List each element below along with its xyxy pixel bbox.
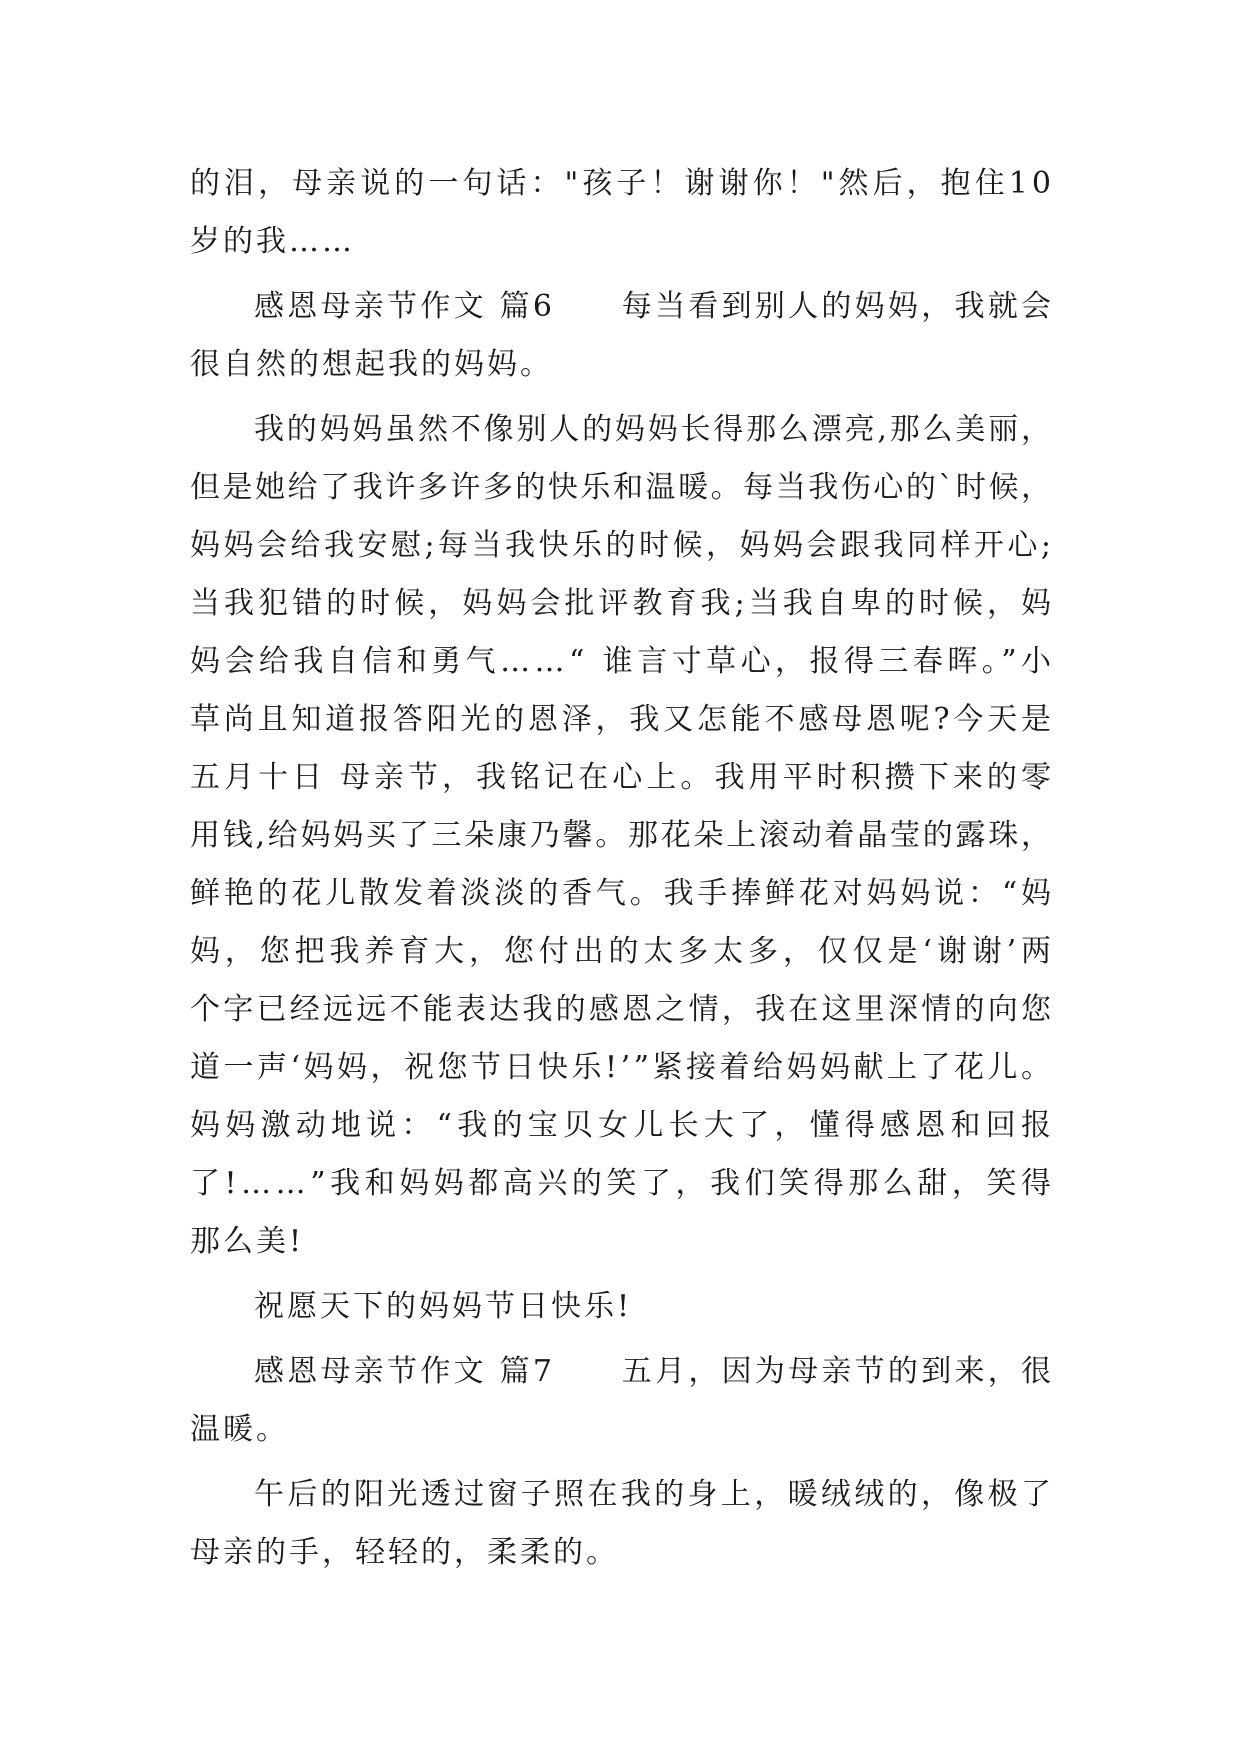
text-line: 妈妈激动地说：“我的宝贝女儿长大了，懂得感恩和回报 (190, 1108, 1057, 1143)
text-line: 岁的我…… (190, 224, 355, 259)
text-line: 很自然的想起我的妈妈。 (190, 347, 553, 382)
paragraph-essay-7-body (190, 1466, 1055, 1582)
text-line: 但是她给了我许多许多的快乐和温暖。每当我伤心的`时候， (190, 470, 1054, 505)
document-body (190, 155, 1057, 1582)
text-line: 的泪，母亲说的一句话："孩子！谢谢你！"然后，抱住10 (190, 166, 1056, 201)
paragraph-essay-7-intro (190, 1343, 1055, 1459)
text-line: 妈妈会给我安慰;每当我快乐的时候，妈妈会跟我同样开心; (190, 528, 1055, 563)
text-line: 草尚且知道报答阳光的恩泽，我又怎能不感母恩呢?今天是 (190, 702, 1055, 737)
paragraph-continued (190, 155, 1056, 271)
text-line: 道一声‘妈妈，祝您节日快乐!’”紧接着给妈妈献上了花儿。 (190, 1050, 1055, 1085)
text-line: 午后的阳光透过窗子照在我的身上，暖绒绒的，像极了 (254, 1477, 1055, 1512)
text-line: 感恩母亲节作文 篇6 每当看到别人的妈妈，我就会 (254, 289, 1055, 324)
paragraph-wish (190, 1278, 1051, 1336)
text-line: 感恩母亲节作文 篇7 五月，因为母亲节的到来，很 (254, 1354, 1055, 1389)
text-line: 个字已经远远不能表达我的感恩之情，我在这里深情的向您 (190, 992, 1055, 1027)
text-line: 母亲的手，轻轻的，柔柔的。 (190, 1535, 619, 1570)
text-line: 祝愿天下的妈妈节日快乐! (254, 1289, 633, 1324)
text-line: 我的妈妈虽然不像别人的妈妈长得那么漂亮,那么美丽， (254, 412, 1054, 447)
text-line: 当我犯错的时候，妈妈会批评教育我;当我自卑的时候，妈 (190, 586, 1056, 621)
text-line: 那么美! (190, 1224, 305, 1259)
paragraph-essay-6-body (190, 401, 1057, 1271)
text-line: 用钱,给妈妈买了三朵康乃馨。那花朵上滚动着晶莹的露珠， (190, 818, 1054, 853)
text-line: 妈，您把我养育大，您付出的太多太多，仅仅是‘谢谢’两 (190, 934, 1056, 969)
text-line: 鲜艳的花儿散发着淡淡的香气。我手捧鲜花对妈妈说：“妈 (190, 876, 1055, 911)
text-line: 妈会给我自信和勇气……“ 谁言寸草心，报得三春晖。”小 (190, 644, 1056, 679)
paragraph-essay-6-intro (190, 278, 1055, 394)
text-line: 五月十日 母亲节，我铭记在心上。我用平时积攒下来的零 (190, 760, 1056, 795)
text-line: 了!……”我和妈妈都高兴的笑了，我们笑得那么甜，笑得 (190, 1166, 1056, 1201)
text-line: 温暖。 (190, 1412, 289, 1447)
